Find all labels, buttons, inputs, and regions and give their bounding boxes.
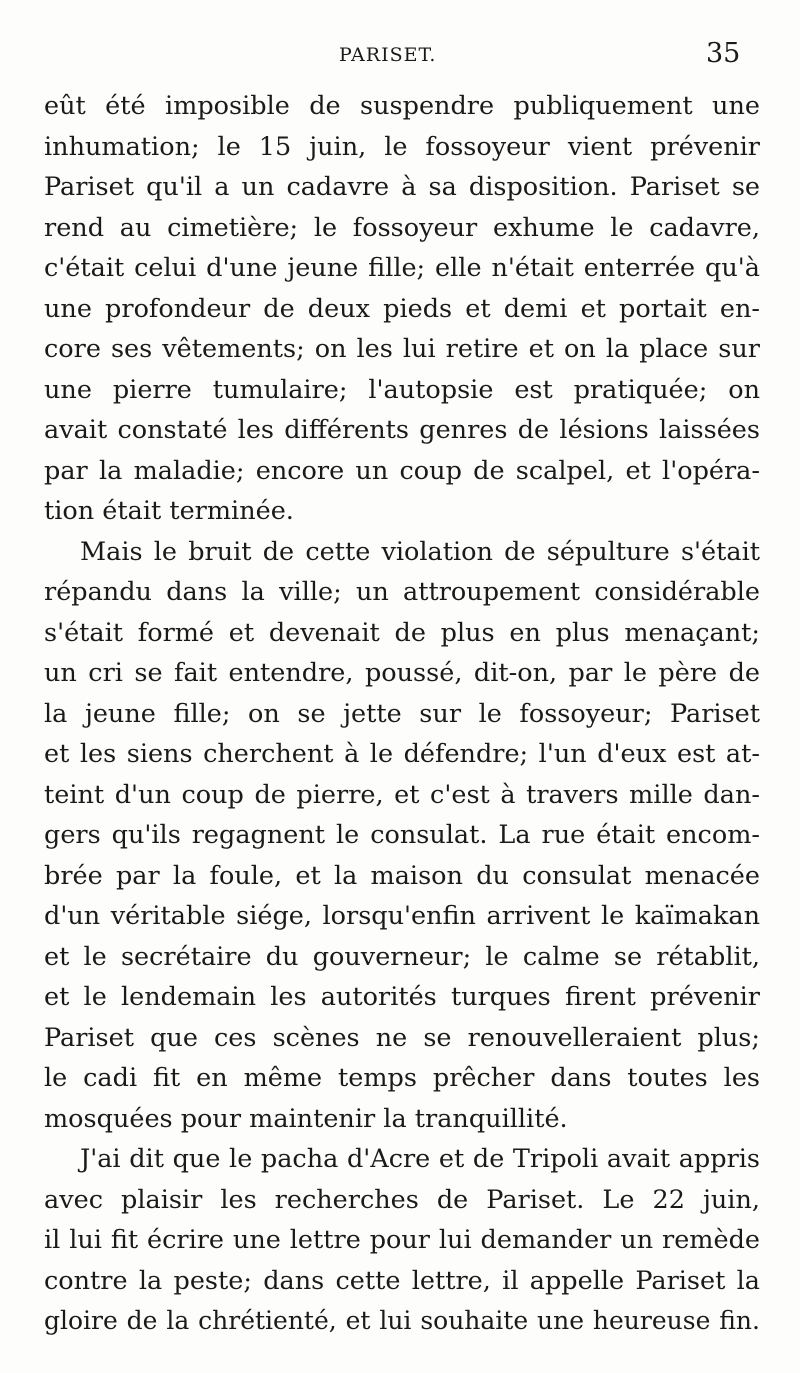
text-line: et les siens cherchent à le défendre; l'un d'eux est at- [44, 739, 760, 769]
page-number: 35 [706, 38, 741, 69]
text-line: répandu dans la ville; un attroupement considérable [44, 577, 760, 607]
text-line: Pariset qu'il a un cadavre à sa disposition. Pariset se [44, 172, 760, 202]
text-line: gloire de la chrétienté, et lui souhaite une heureuse fin. [44, 1306, 760, 1335]
running-head: PARISET. [339, 44, 437, 66]
text-line: Mais le bruit de cette violation de sépulture s'était [80, 536, 760, 567]
paragraph-2 [44, 532, 760, 1140]
text-line: d'un véritable siége, lorsqu'enfin arrivent le kaïmakan [44, 901, 760, 931]
text-line: par la maladie; encore un coup de scalpel, et l'opéra- [44, 455, 760, 486]
text-line: c'était celui d'une jeune fille; elle n'était enterrée qu'à [44, 253, 760, 283]
text-line: une pierre tumulaire; l'autopsie est pratiquée; on [44, 374, 760, 405]
text-line: brée par la foule, et la maison du consulat menacée [44, 860, 760, 891]
text-line: tion était terminée. [44, 496, 294, 526]
text-line: contre la peste; dans cette lettre, il appelle Pariset la [44, 1265, 760, 1296]
text-line: core ses vêtements; on les lui retire et on la place sur [44, 334, 760, 364]
text-line: il lui fit écrire une lettre pour lui demander un remède [44, 1225, 760, 1255]
text-line: Pariset que ces scènes ne se renouvelleraient plus; [44, 1022, 760, 1053]
text-line: la jeune fille; on se jette sur le fossoyeur; Pariset [44, 698, 760, 729]
text-line: gers qu'ils regagnent le consulat. La rue était encom- [44, 820, 760, 850]
text-line: rend au cimetière; le fossoyeur exhume le cadavre, [44, 212, 760, 243]
page-header [0, 36, 800, 76]
text-line: avait constaté les différents genres de lésions laissées [44, 415, 760, 445]
paragraph-1 [44, 86, 760, 532]
text-line: un cri se fait entendre, poussé, dit-on, par le père de [44, 658, 760, 688]
text-line: et le secrétaire du gouverneur; le calme se rétablit, [44, 941, 760, 972]
text-line: s'était formé et devenait de plus en plus menaçant; [44, 617, 760, 648]
text-line: inhumation; le 15 juin, le fossoyeur vient prévenir [44, 131, 760, 162]
paragraph-3 [44, 1139, 760, 1342]
text-line: une profondeur de deux pieds et demi et portait en- [44, 293, 760, 324]
text-line: le cadi fit en même temps prêcher dans toutes les [44, 1063, 760, 1093]
text-line: avec plaisir les recherches de Pariset. Le 22 juin, [44, 1184, 760, 1215]
text-line: et le lendemain les autorités turques firent prévenir [44, 982, 760, 1012]
text-line: eût été imposible de suspendre publiquement une [44, 91, 760, 121]
text-line: J'ai dit que le pacha d'Acre et de Tripoli avait appris [80, 1144, 760, 1174]
text-line: teint d'un coup de pierre, et c'est à travers mille dan- [44, 779, 760, 810]
text-line: mosquées pour maintenir la tranquillité. [44, 1103, 568, 1134]
body-text [44, 86, 760, 1342]
